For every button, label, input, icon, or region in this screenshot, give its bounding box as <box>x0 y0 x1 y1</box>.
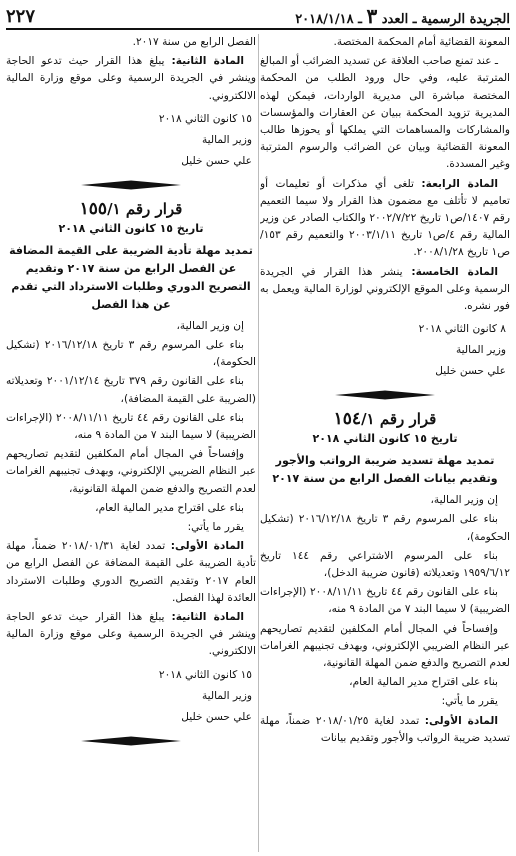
decision-number: قرار رقم ١٥٤/١ <box>333 409 437 430</box>
paragraph: بناء على المرسوم رقم ٣ تاريخ ٢٠١٦/١٢/١٨ (تشكيل الحكومة)، <box>6 339 256 369</box>
article-label: المادة الثانية: <box>171 611 244 624</box>
article-paragraph <box>260 264 510 316</box>
page-number: ٢٢٧ <box>6 5 36 27</box>
decision-title: تمديد مهلة تأدية الضريبة على القيمة المضافة عن الفصل الرابع من سنة ٢٠١٧ وتقديم التصريح الدوري وطلبات الاسترداد التي تقدم عن هذا الفصل <box>9 243 253 311</box>
signature-name: علي حسن خليل <box>181 710 252 723</box>
paragraph: إن وزير المالية، <box>176 319 244 332</box>
signature-block <box>6 109 256 172</box>
section-divider <box>6 734 256 748</box>
article-text: يبلغ هذا القرار حيث تدعو الحاجة وينشر في الجريدة الرسمية وعلى موقع وزارة المالية الالكتروني. <box>6 55 256 102</box>
article-text: يبلغ هذا القرار حيث تدعو الحاجة وينشر في الجريدة الرسمية وعلى موقع وزارة المالية الالكتروني. <box>6 611 256 658</box>
paragraph: بناء على القانون رقم ٤٤ تاريخ ٢٠٠٨/١١/١١ (الإجراءات الضريبية) لا سيما البند ٧ من المادة ٩ منه، <box>260 586 510 616</box>
article-text: تمدد لغاية ٢٠١٨/٠١/٣١ ضمناً، مهلة تأدية الضريبة على القيمة المضافة عن الفصل الرابع من العام ٢٠١٧ وتقديم التصريح الدوري وطلبات الاسترداد العائدة لهذا الفصل. <box>6 540 256 604</box>
paragraph: بناء على القانون رقم ٣٧٩ تاريخ ٢٠٠١/١٢/١٤ وتعديلاته (الضريبة على القيمة المضافة)، <box>6 375 256 405</box>
decision-title: تمديد مهلة تسديد ضريبة الرواتب والأجور وتقديم بيانات الفصل الرابع من سنة ٢٠١٧ <box>272 454 498 486</box>
decision-date: تاريخ ١٥ كانون الثاني ٢٠١٨ <box>58 221 204 235</box>
paragraph: الفصل الرابع من سنة ٢٠١٧. <box>132 36 256 48</box>
section-divider <box>6 178 256 192</box>
signature-title: وزير المالية <box>201 133 252 146</box>
article-label: المادة الرابعة: <box>421 177 498 190</box>
left-column <box>6 34 256 852</box>
article-text: تلغى أي مذكرات أو تعليمات أو تعاميم لا تأتلف مع مضمون هذا القرار ولا سيما التعميم رقم ١٤٠٧/ص١ تاريخ ٢٠٠٢/٧/٢٢ والكتاب الصادر عن وزير المالية رقم ٤/ص١ تاريخ ٢٠٠٣/١/١١ والتعميم رقم ١٥٣/ص١ تاريخ ٢٠٠٨/١/٢٨. <box>260 177 510 259</box>
article-label: المادة الثانية: <box>171 55 244 68</box>
section-divider <box>260 388 510 402</box>
paragraph: بناء على اقتراح مدير المالية العام، <box>349 676 498 689</box>
signature-name: علي حسن خليل <box>181 154 252 167</box>
paragraph: ـ عند تمنع صاحب العلاقة عن تسديد الضرائب أو المبالغ المترتبة عليه، وفي حال ورود الطلب من المحكمة المختصة مباشرة الى مديرية الواردات، فيمكن لهذه المديرية تزويد المحكمة ببيان عن العقارات والمؤسسات والمشاركات والمساهمات التي يملكها أو يحوزها طالب المعونة القضائية وبيان عن الضرائب والرسوم المترتبة وغير المسددة. <box>260 55 510 171</box>
signature-block <box>6 665 256 728</box>
paragraph: المعونة القضائية أمام المحكمة المختصة. <box>333 36 510 48</box>
right-column <box>260 34 510 852</box>
article-text: تمدد لغاية ٢٠١٨/٠١/٢٥ ضمناً، مهلة تسديد ضريبة الرواتب والأجور وتقديم بيانات <box>260 714 510 744</box>
paragraph: يقرر ما يأتي: <box>187 521 244 534</box>
paragraph: وإفساحاً في المجال أمام المكلفين لتقديم تصاريحهم عبر النظام الضريبي الإلكتروني، وبهدف تجنيبهم الغرامات لعدم التصريح والدفع ضمن المهلة القانونية، <box>260 622 510 670</box>
paragraph: بناء على اقتراح مدير المالية العام، <box>95 501 244 514</box>
signature-title: وزير المالية <box>455 344 506 357</box>
paragraph: بناء على المرسوم الاشتراعي رقم ١٤٤ تاريخ ١٩٥٩/٦/١٢ وتعديلاته (قانون ضريبة الدخل)، <box>260 549 510 580</box>
decision-number: قرار رقم ١٥٥/١ <box>79 198 183 219</box>
gazette-title <box>295 4 510 28</box>
decision-date: تاريخ ١٥ كانون الثاني ٢٠١٨ <box>312 432 458 446</box>
article-label: المادة الخامسة: <box>411 265 498 278</box>
issue-number: ٣ <box>366 4 378 28</box>
gazette-name: الجريدة الرسمية ـ العدد <box>381 12 510 27</box>
article-paragraph <box>260 176 510 262</box>
paragraph: وإفساحاً في المجال أمام المكلفين لتقديم تصاريحهم عبر النظام الضريبي الإلكتروني، وبهدف تجنيبهم الغرامات لعدم التصريح والدفع ضمن المهلة القانونية، <box>6 448 256 495</box>
article-text: ينشر هذا القرار في الجريدة الرسمية وعلى الموقع الإلكتروني لوزارة المالية ويعمل به فور نشره. <box>260 265 510 313</box>
signature-block <box>260 319 510 382</box>
article-paragraph <box>6 609 256 661</box>
paragraph: يقرر ما يأتي: <box>441 695 498 708</box>
signature-name: علي حسن خليل <box>435 365 506 378</box>
page-header <box>6 4 510 30</box>
signature-date: ١٥ كانون الثاني ٢٠١٨ <box>158 112 252 125</box>
paragraph: بناء على القانون رقم ٤٤ تاريخ ٢٠٠٨/١١/١١ (الإجراءات الضريبية) لا سيما البند ٧ من المادة ٩ منه، <box>6 411 256 442</box>
article-paragraph <box>6 538 256 607</box>
issue-date: ـ ٢٠١٨/١/١٨ <box>295 12 362 27</box>
signature-date: ٨ كانون الثاني ٢٠١٨ <box>418 323 506 336</box>
paragraph: بناء على المرسوم رقم ٣ تاريخ ٢٠١٦/١٢/١٨ (تشكيل الحكومة)، <box>260 513 510 543</box>
article-label: المادة الأولى: <box>424 714 499 727</box>
article-paragraph <box>6 53 256 105</box>
column-divider-line <box>258 34 259 852</box>
article-paragraph <box>260 713 510 747</box>
article-label: المادة الأولى: <box>170 540 245 553</box>
signature-title: وزير المالية <box>201 689 252 702</box>
signature-date: ١٥ كانون الثاني ٢٠١٨ <box>158 668 252 681</box>
paragraph: إن وزير المالية، <box>430 494 498 507</box>
